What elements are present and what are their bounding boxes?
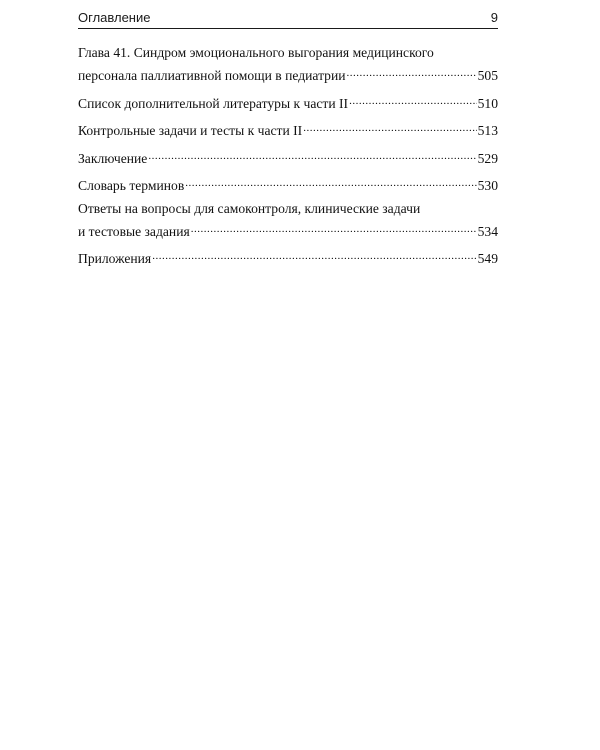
toc-entry-control-tasks[interactable] bbox=[78, 117, 498, 140]
dot-leader bbox=[148, 145, 476, 163]
toc-entry-glossary[interactable] bbox=[78, 172, 498, 195]
table-of-contents bbox=[78, 44, 498, 273]
toc-entry-further-reading[interactable] bbox=[78, 90, 498, 113]
dot-leader bbox=[152, 245, 476, 263]
dot-leader bbox=[349, 90, 477, 108]
toc-entry-title: и тестовые задания bbox=[78, 223, 190, 239]
dot-leader bbox=[347, 62, 477, 80]
dot-leader bbox=[303, 117, 476, 135]
toc-entry-page: 549 bbox=[477, 251, 498, 266]
toc-entry-page: 530 bbox=[477, 178, 498, 193]
toc-entry-page: 505 bbox=[477, 68, 498, 83]
dot-leader bbox=[191, 218, 477, 236]
toc-entry-title-line: Ответы на вопросы для самоконтроля, клинические задачи bbox=[78, 200, 421, 216]
toc-entry-appendices[interactable] bbox=[78, 245, 498, 268]
toc-entry-title-line: Глава 41. Синдром эмоционального выгорания медицинского bbox=[78, 45, 434, 60]
dot-leader bbox=[185, 172, 476, 190]
toc-entry-page: 529 bbox=[477, 150, 498, 166]
toc-entry-answers[interactable] bbox=[78, 200, 498, 241]
toc-entry-title: Приложения bbox=[78, 251, 152, 266]
toc-entry-page: 513 bbox=[477, 123, 498, 138]
toc-entry-page: 510 bbox=[477, 95, 498, 111]
running-header-page-number: 9 bbox=[490, 10, 498, 25]
toc-entry-title: персонала паллиативной помощи в педиатрии bbox=[78, 68, 346, 83]
toc-entry-title: Заключение bbox=[78, 150, 148, 166]
toc-entry-chapter-41[interactable] bbox=[78, 44, 498, 85]
running-header-title: Оглавление bbox=[78, 10, 151, 25]
toc-entry-title: Словарь терминов bbox=[78, 178, 185, 193]
toc-entry-title: Список дополнительной литературы к части II bbox=[78, 95, 349, 111]
header-rule bbox=[78, 28, 498, 29]
toc-entry-conclusion[interactable] bbox=[78, 145, 498, 168]
running-header bbox=[78, 6, 498, 28]
toc-entry-page: 534 bbox=[477, 223, 498, 239]
toc-entry-title: Контрольные задачи и тесты к части II bbox=[78, 123, 303, 138]
